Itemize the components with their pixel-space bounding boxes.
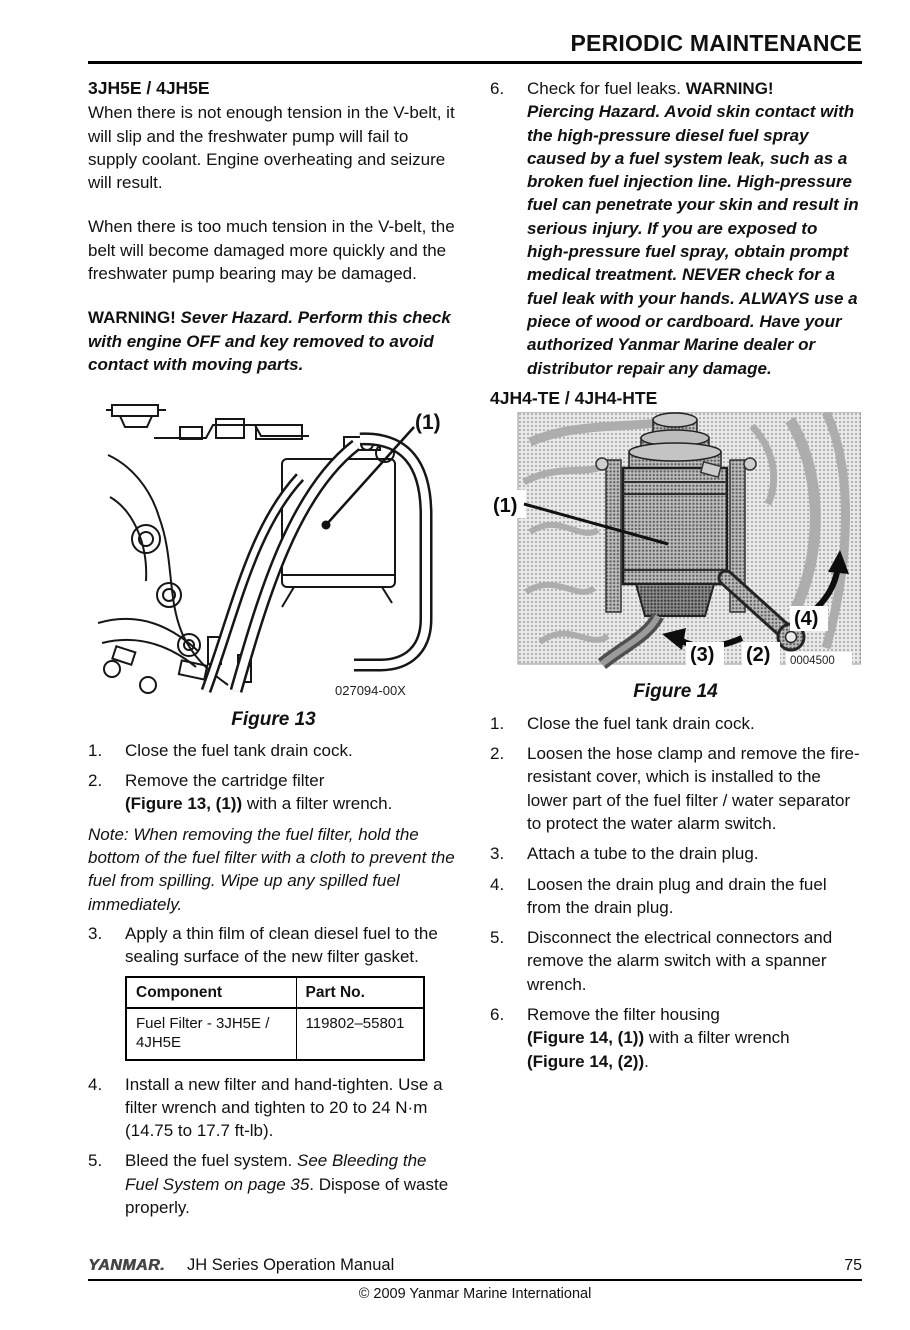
figure14-callout-4: (4) (794, 608, 819, 631)
step-text-post: . Dispose of waste properly. (125, 1174, 449, 1218)
step-number: 3. (88, 923, 103, 943)
figure14-callout-1: (1) (493, 495, 518, 518)
step-number: 2. (490, 744, 505, 764)
step-text: Close the fuel tank drain cock. (125, 740, 353, 760)
paragraph-vbelt-low-tension: When there is not enough tension in the V-belt, it will slip and the freshwater pump will fail to supply coolant. Engine overheating and seizure will result. (88, 103, 455, 193)
table-row (126, 1008, 424, 1060)
page-header-title: PERIODIC MAINTENANCE (570, 30, 862, 56)
step-text (527, 1003, 861, 1073)
manual-title: JH Series Operation Manual (186, 1256, 395, 1274)
step-text (125, 769, 459, 816)
fuel-filter-photo (490, 412, 861, 672)
step-text: Install a new filter and hand-tighten. Use a filter wrench and tighten to 20 to 24 N·m (14.75 to 17.7 ft-lb). (125, 1074, 443, 1141)
figure-13-illustration (88, 397, 459, 705)
page-number: 75 (844, 1257, 862, 1274)
step-number: 2. (88, 771, 103, 791)
step-text-post: with a filter wrench. (242, 794, 393, 814)
step-text-mid: with a filter wrench (644, 1028, 790, 1048)
step-text: Loosen the drain plug and drain the fuel from the drain plug. (527, 874, 827, 917)
figure14-callout-3: (3) (690, 644, 715, 667)
step-number: 5. (88, 1151, 103, 1171)
figure14-code: 0004500 (790, 655, 835, 668)
figure14-callout-2: (2) (746, 644, 771, 667)
cell-partno: 119802–55801 (296, 1008, 424, 1060)
warning-label: WARNING! (88, 308, 176, 328)
figure-14-illustration (490, 412, 861, 678)
figure-reference: (Figure 13, (1)) (125, 794, 243, 814)
warning-piercing-hazard: Piercing Hazard. Avoid skin contact with the high-pressure diesel fuel spray caused by a fuel system leak, such as a broken fuel injection line. High-pressure fuel can penetrate your skin and result in serious injury. If you are exposed to high-pressure fuel spray, obtain prompt medical treatment. NEVER check for a fuel leak with your hands. ALWAYS use a piece of wood or cardboard. Have your authorized Yanmar Marine dealer or distributor repair any damage. (527, 102, 859, 378)
copyright-line: © 2009 Yanmar Marine International (358, 1286, 592, 1302)
step-text (125, 1149, 459, 1219)
step-item (88, 922, 459, 969)
step-number: 3. (490, 844, 505, 864)
footer-row (88, 1256, 862, 1279)
two-column-layout (88, 77, 862, 1226)
step-item (490, 926, 861, 996)
step-item (88, 1073, 459, 1143)
figure13-caption: Figure 13 (231, 708, 316, 730)
column-header-component: Component (126, 977, 296, 1008)
step-text: Apply a thin film of clean diesel fuel to the sealing surface of the new filter gasket. (125, 923, 438, 967)
step-text-pre: Remove the cartridge filter (125, 771, 325, 791)
column-header-partno: Part No. (296, 977, 424, 1008)
warning-label: WARNING! (685, 79, 774, 98)
step-text-pre: Check for fuel leaks. (527, 79, 686, 98)
figure-reference: (Figure 14, (2)) (527, 1051, 645, 1071)
page-footer (88, 1256, 862, 1302)
engine-line-art (88, 397, 459, 699)
step-text-pre: Bleed the fuel system. (125, 1151, 297, 1171)
figure13-callout-1: (1) (415, 411, 441, 435)
step-item (490, 712, 861, 735)
step-item (490, 742, 861, 835)
step-text (527, 77, 861, 380)
step-item (490, 842, 861, 865)
step-item (490, 1003, 861, 1073)
paragraph-vbelt-high-tension: When there is too much tension in the V-belt, the belt will become damaged more quickly and the freshwater pump bearing may be damaged. (88, 217, 455, 284)
step-item (490, 873, 861, 920)
step-item (88, 739, 459, 762)
step-number: 4. (490, 874, 505, 894)
step-text: Close the fuel tank drain cock. (527, 713, 755, 733)
step-text-pre: Remove the filter housing (527, 1005, 720, 1025)
yanmar-logo: YANMAR. (88, 1257, 165, 1274)
figure13-code: 027094-00X (335, 683, 406, 699)
right-column (490, 77, 861, 1226)
table-header-row (126, 977, 424, 1008)
step-item (88, 769, 459, 816)
warning-sever-hazard (88, 306, 459, 376)
section-heading-3jh5e: 3JH5E / 4JH5E (88, 78, 210, 98)
figure-reference: (Figure 14, (1)) (527, 1028, 645, 1048)
warning-text: Sever Hazard. Perform this check with engine OFF and key removed to avoid contact with moving parts. (88, 308, 451, 374)
step-number: 6. (490, 79, 505, 98)
step-number: 5. (490, 928, 505, 948)
section-heading-4jh4: 4JH4-TE / 4JH4-HTE (490, 387, 658, 408)
step-text: Disconnect the electrical connectors and remove the alarm switch with a spanner wrench. (527, 928, 833, 994)
cell-component: Fuel Filter - 3JH5E / 4JH5E (126, 1008, 296, 1060)
step-number: 6. (490, 1005, 505, 1025)
step-number: 1. (88, 740, 103, 760)
step-text-post: . (644, 1051, 649, 1071)
figure14-caption: Figure 14 (633, 681, 718, 703)
step-number: 4. (88, 1074, 103, 1094)
step-item (88, 1149, 459, 1219)
parts-table (125, 976, 425, 1061)
step-item (490, 77, 861, 380)
header-rule (88, 61, 862, 64)
note-fuel-filter: Note: When removing the fuel filter, hold the bottom of the fuel filter with a cloth to prevent the fuel from spilling. Wipe up any spilled fuel immediately. (88, 824, 455, 914)
left-column (88, 77, 459, 1226)
cross-reference: See Bleeding the Fuel System on page 35 (125, 1151, 427, 1194)
step-text: Attach a tube to the drain plug. (527, 844, 759, 864)
footer-rule (88, 1279, 862, 1281)
step-number: 1. (490, 713, 505, 733)
step-text: Loosen the hose clamp and remove the fire-resistant cover, which is installed to the lower part of the fuel filter / water separator to protect the water alarm switch. (527, 744, 860, 833)
